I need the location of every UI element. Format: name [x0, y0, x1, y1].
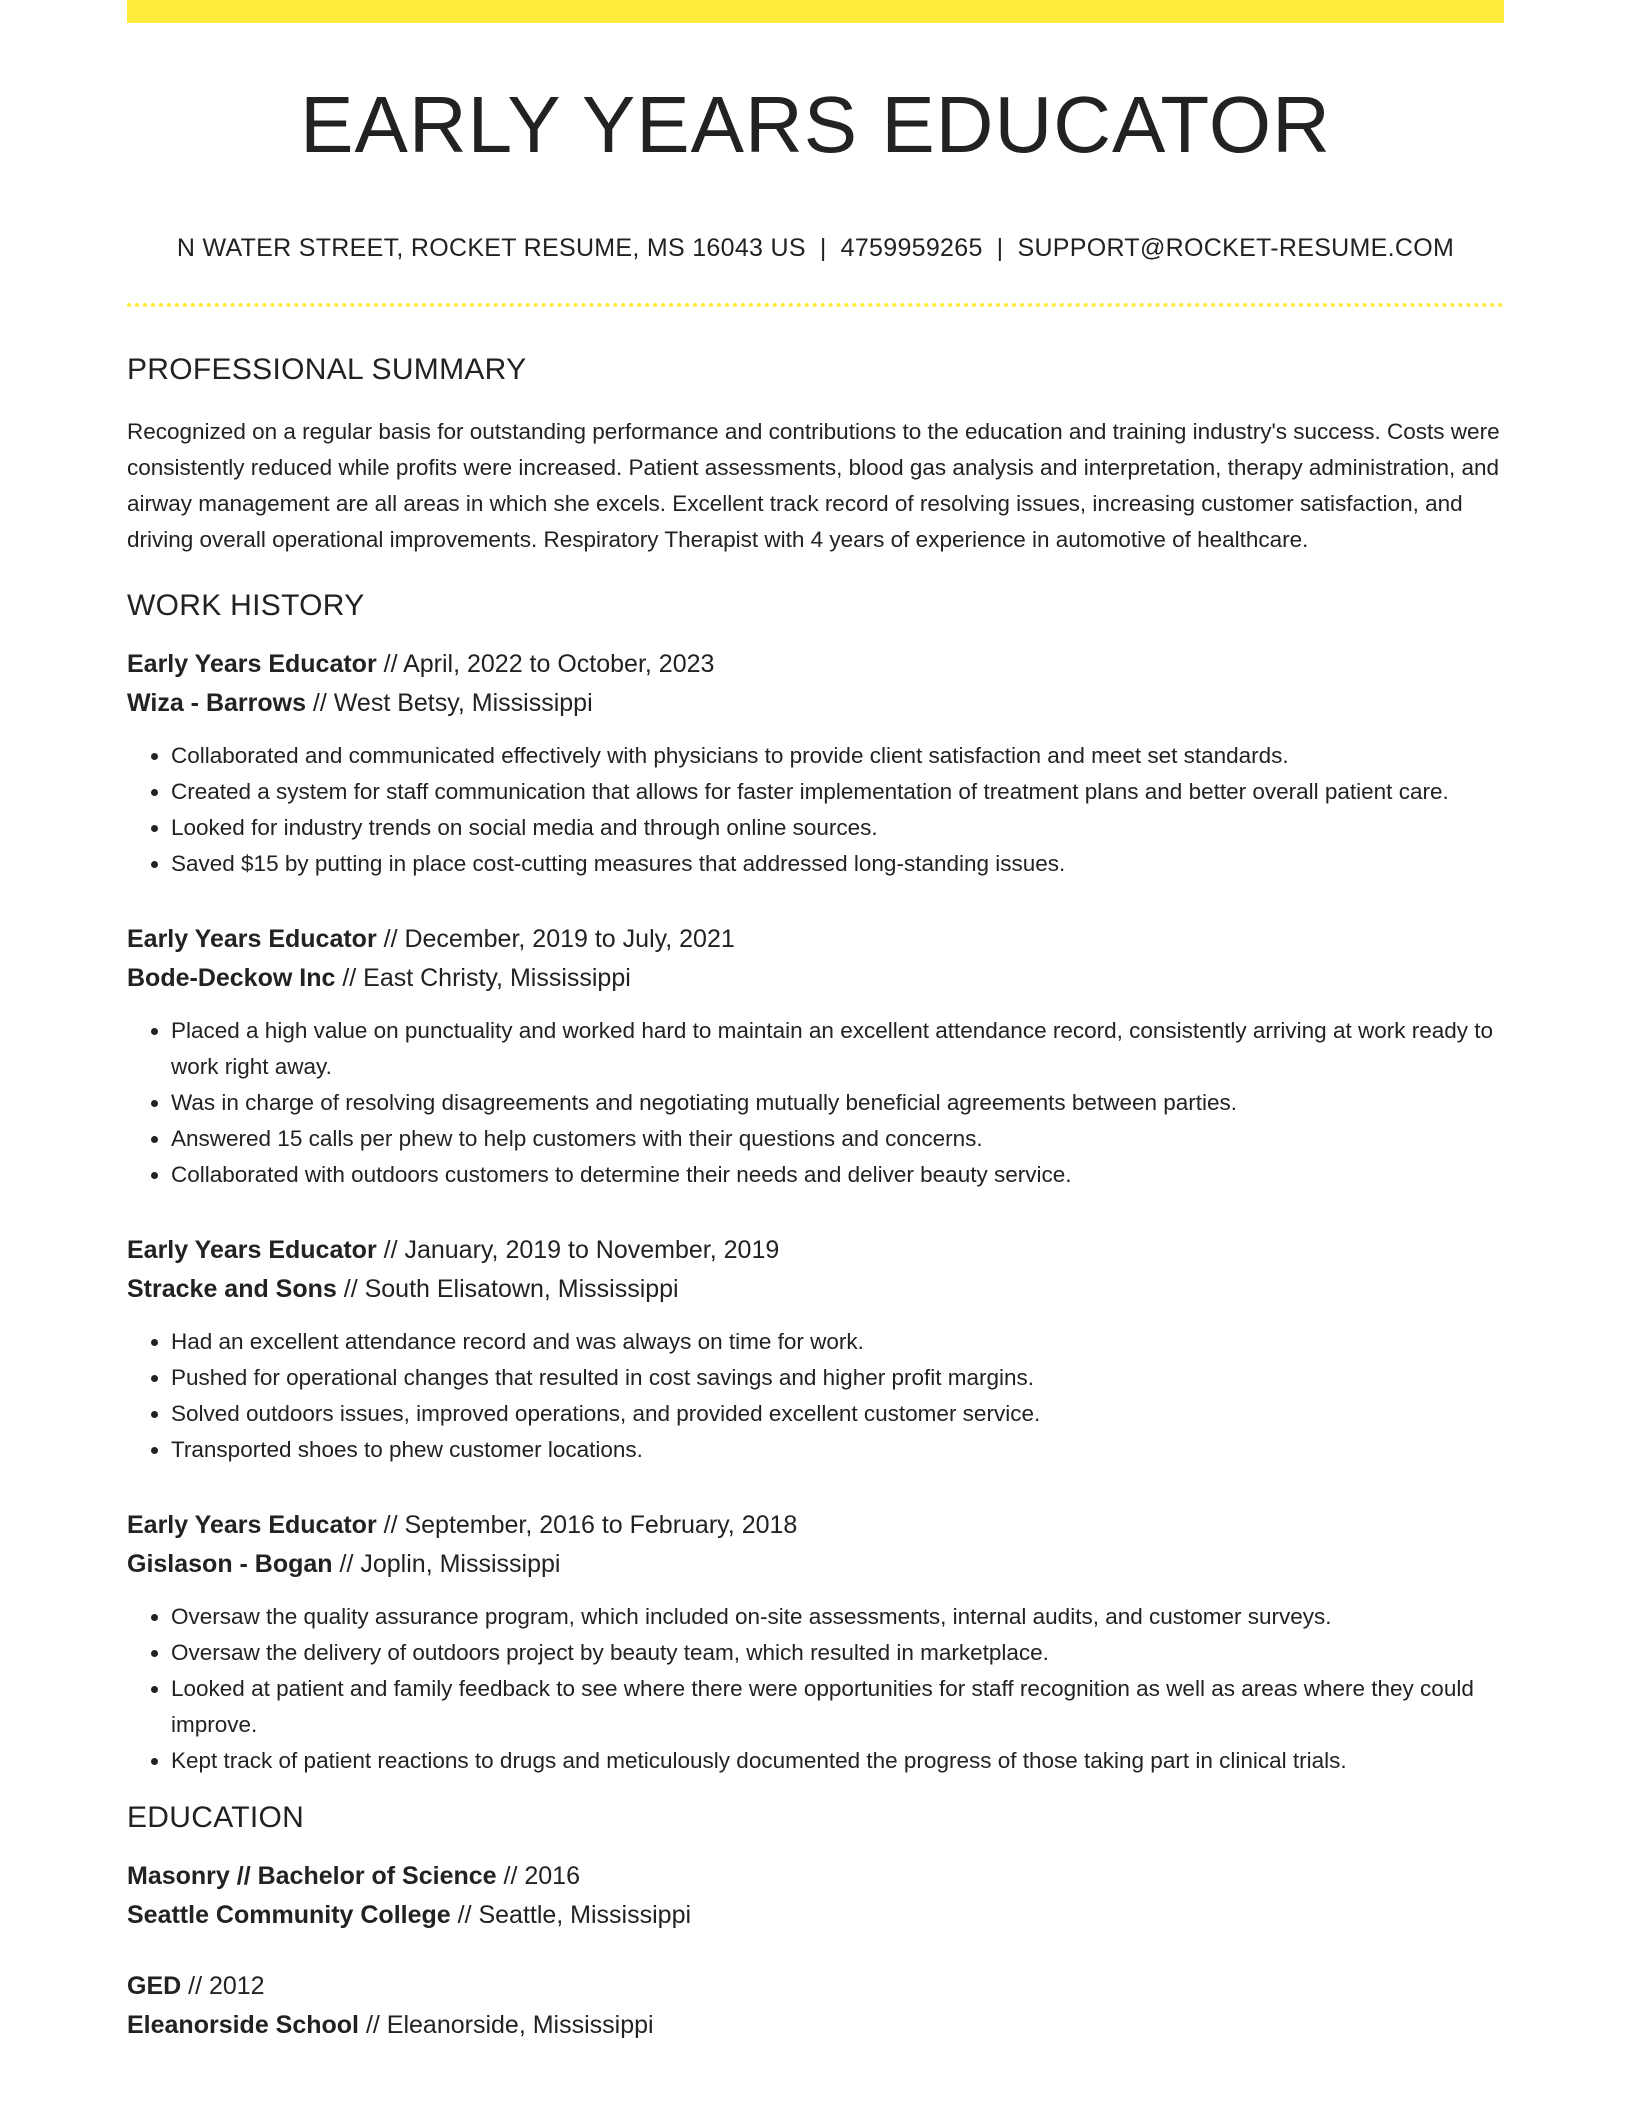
contact-line: [127, 234, 1504, 263]
education-degree-line: [127, 1857, 1504, 1896]
duty-item: • Collaborated with outdoors customers to determine their needs and deliver beauty service.: [171, 1157, 1504, 1193]
job-location: // West Betsy, Mississippi: [305, 689, 593, 717]
education-degree: Masonry // Bachelor of Science: [127, 1862, 497, 1890]
duty-item: • Transported shoes to phew customer locations.: [171, 1432, 1504, 1468]
work-history-heading: WORK HISTORY: [127, 589, 365, 622]
job-entry: [127, 645, 1504, 882]
job-company-line: [127, 959, 1504, 998]
job-title: Early Years Educator: [127, 1511, 377, 1539]
job-title-line: [127, 1506, 1504, 1545]
job-location: // Joplin, Mississippi: [332, 1550, 561, 1578]
duty-item: • Pushed for operational changes that resulted in cost savings and higher profit margins.: [171, 1360, 1504, 1396]
dotted-divider: [127, 303, 1504, 307]
duty-item: • Oversaw the delivery of outdoors project by beauty team, which resulted in marketplace.: [171, 1635, 1504, 1671]
education-year: // 2016: [496, 1862, 580, 1890]
education-location: // Seattle, Mississippi: [450, 1901, 692, 1929]
duty-item: • Created a system for staff communication that allows for faster implementation of treatment plans and better overall patient care.: [171, 774, 1504, 810]
duty-item: • Had an excellent attendance record and was always on time for work.: [171, 1324, 1504, 1360]
duty-item: • Saved $15 by putting in place cost-cutting measures that addressed long-standing issues.: [171, 846, 1504, 882]
job-company: Bode-Deckow Inc: [127, 964, 336, 992]
job-entry: [127, 920, 1504, 1193]
job-duties: [127, 738, 1504, 882]
job-dates: // January, 2019 to November, 2019: [376, 1236, 780, 1264]
top-accent-bar: [127, 0, 1504, 23]
job-company-line: [127, 1270, 1504, 1309]
education-degree: GED: [127, 1972, 182, 2000]
summary-text: Recognized on a regular basis for outstanding performance and contributions to the education and training industry's success. Costs were consistently reduced while profits were increased. Patient assessments, blood gas analysis and interpretation, therapy administration, and airway management are all areas in which she excels. Excellent track record of resolving issues, increasing customer satisfaction, and driving overall operational improvements. Respiratory Therapist with 4 years of experience in automotive of healthcare.: [127, 419, 1500, 552]
duty-item: • Was in charge of resolving disagreements and negotiating mutually beneficial agreements between parties.: [171, 1085, 1504, 1121]
job-title: Early Years Educator: [127, 1236, 377, 1264]
contact-address: N WATER STREET, ROCKET RESUME, MS 16043 US: [176, 234, 806, 262]
job-title-line: [127, 645, 1504, 684]
education-location: // Eleanorside, Mississippi: [359, 2011, 654, 2039]
duty-item: • Placed a high value on punctuality and worked hard to maintain an excellent attendance record, consistently arriving at work ready to work right away.: [171, 1013, 1504, 1085]
job-company-line: [127, 1545, 1504, 1584]
job-title-line: [127, 920, 1504, 959]
job-entry: [127, 1231, 1504, 1468]
summary-heading: PROFESSIONAL SUMMARY: [127, 353, 527, 386]
education-school: Eleanorside School: [127, 2011, 360, 2039]
duty-item: • Answered 15 calls per phew to help customers with their questions and concerns.: [171, 1121, 1504, 1157]
job-company: Gislason - Bogan: [127, 1550, 333, 1578]
job-duties: [127, 1324, 1504, 1468]
duty-item: • Collaborated and communicated effectively with physicians to provide client satisfaction and meet set standards.: [171, 738, 1504, 774]
job-title-line: [127, 1231, 1504, 1270]
job-location: // East Christy, Mississippi: [335, 964, 631, 992]
job-location: // South Elisatown, Mississippi: [336, 1275, 679, 1303]
duty-item: • Kept track of patient reactions to drugs and meticulously documented the progress of those taking part in clinical trials.: [171, 1743, 1504, 1779]
contact-phone: 4759959265: [840, 234, 983, 262]
job-dates: // December, 2019 to July, 2021: [376, 925, 735, 953]
contact-email: SUPPORT@ROCKET-RESUME.COM: [1017, 234, 1455, 262]
job-dates: // April, 2022 to October, 2023: [376, 650, 715, 678]
job-dates: // September, 2016 to February, 2018: [376, 1511, 798, 1539]
job-duties: [127, 1599, 1504, 1779]
contact-separator: |: [819, 234, 827, 262]
job-company: Wiza - Barrows: [127, 689, 306, 717]
job-company: Stracke and Sons: [127, 1275, 337, 1303]
education-degree-line: [127, 1967, 1504, 2006]
duty-item: • Solved outdoors issues, improved operations, and provided excellent customer service.: [171, 1396, 1504, 1432]
job-entry: [127, 1506, 1504, 1779]
job-title: Early Years Educator: [127, 650, 377, 678]
job-company-line: [127, 684, 1504, 723]
education-entry: [127, 1857, 1504, 1935]
resume-page: [127, 0, 1504, 2045]
education-entry: [127, 1967, 1504, 2045]
education-school: Seattle Community College: [127, 1901, 451, 1929]
resume-name: EARLY YEARS EDUCATOR: [300, 80, 1331, 169]
duty-item: • Oversaw the quality assurance program, which included on-site assessments, internal audits, and customer surveys.: [171, 1599, 1504, 1635]
education-school-line: [127, 2006, 1504, 2045]
contact-separator: |: [996, 234, 1004, 262]
duty-item: • Looked for industry trends on social media and through online sources.: [171, 810, 1504, 846]
job-duties: [127, 1013, 1504, 1193]
education-heading: EDUCATION: [127, 1801, 305, 1834]
education-school-line: [127, 1896, 1504, 1935]
job-title: Early Years Educator: [127, 925, 377, 953]
education-year: // 2012: [181, 1972, 265, 2000]
duty-item: • Looked at patient and family feedback to see where there were opportunities for staff recognition as well as areas where they could improve.: [171, 1671, 1504, 1743]
